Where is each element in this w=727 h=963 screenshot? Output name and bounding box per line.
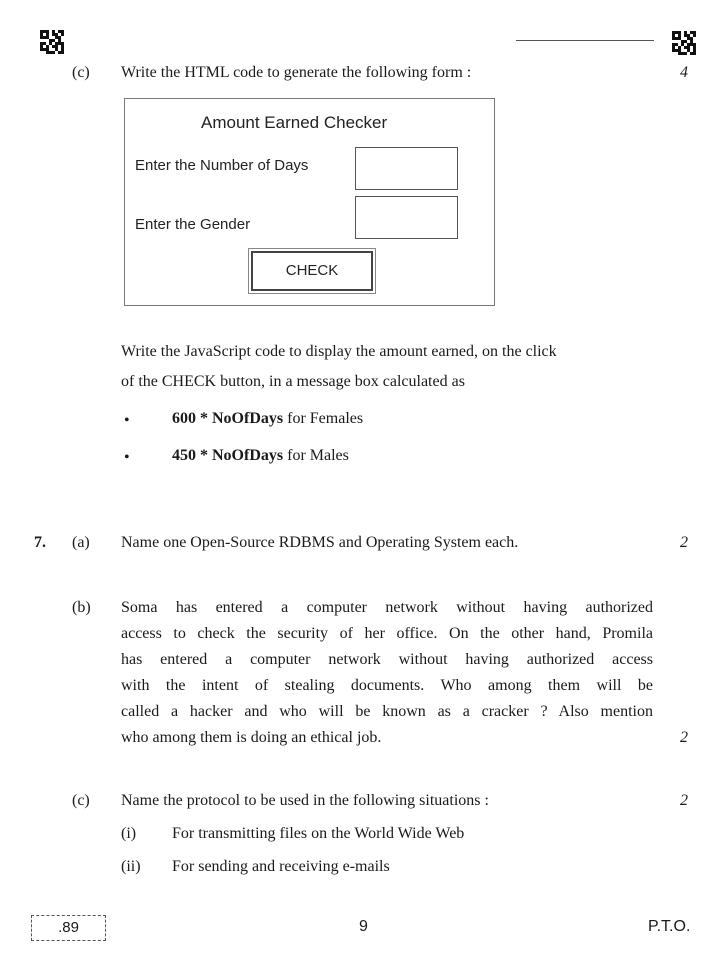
pto-label: P.T.O.	[648, 918, 691, 935]
q7c-item-text: For sending and receiving e-mails	[172, 858, 390, 875]
bullet-males	[172, 443, 349, 469]
q7c-text: Name the protocol to be used in the following situations :	[121, 792, 489, 809]
q7a-text: Name one Open-Source RDBMS and Operating System each.	[121, 534, 519, 551]
q7c-item-label: (i)	[121, 825, 137, 842]
q7b-line: Soma has entered a computer network without having authorized	[121, 599, 653, 616]
bullet-females	[172, 406, 363, 432]
qr-code-icon-right	[672, 31, 696, 55]
days-input[interactable]	[355, 147, 458, 190]
q6c-text: Write the HTML code to generate the following form :	[121, 64, 472, 81]
js-line-1: Write the JavaScript code to display the amount earned, on the click	[121, 343, 557, 360]
paper-code-box: .89	[31, 915, 106, 941]
bullet-males-rest: for Males	[283, 447, 349, 464]
q7a-marks: 2	[680, 534, 688, 551]
bullet-females-bold: 600 * NoOfDays	[172, 410, 284, 427]
q7-number: 7.	[34, 534, 46, 551]
q6c-marks: 4	[680, 64, 688, 81]
q7c-item-text: For transmitting files on the World Wide Web	[172, 825, 465, 842]
label-gender: Enter the Gender	[135, 216, 251, 233]
bullet-females-rest: for Females	[283, 410, 364, 427]
bullet-males-bold: 450 * NoOfDays	[172, 447, 284, 464]
q7b-paragraph	[121, 595, 653, 751]
q7b-line: has entered a computer network without having authorized access	[121, 651, 653, 668]
bullet-icon: •	[124, 449, 130, 466]
q7c-item-label: (ii)	[121, 858, 141, 875]
q7b-marks: 2	[680, 729, 688, 746]
check-button[interactable]: CHECK	[251, 251, 373, 291]
q7b-line: who among them is doing an ethical job.	[121, 729, 382, 746]
js-line-2: of the CHECK button, in a message box calculated as	[121, 373, 465, 390]
form-title: Amount Earned Checker	[201, 113, 388, 132]
bullet-icon: •	[124, 412, 130, 429]
label-days: Enter the Number of Days	[135, 157, 309, 174]
gender-input[interactable]	[355, 196, 458, 239]
q7c-label: (c)	[72, 792, 90, 809]
form-figure	[124, 98, 495, 306]
q7a-label: (a)	[72, 534, 90, 551]
qr-code-icon-left	[40, 30, 64, 54]
q7b-line: access to check the security of her office. On the other hand, Promila	[121, 625, 653, 642]
header-rule	[516, 40, 654, 41]
page-number: 9	[359, 918, 368, 935]
q6c-label: (c)	[72, 64, 90, 81]
q7b-line: with the intent of stealing documents. Who among them will be	[121, 677, 653, 694]
q7c-marks: 2	[680, 792, 688, 809]
q7b-label: (b)	[72, 599, 91, 616]
q7b-line: called a hacker and who will be known as a cracker ? Also mention	[121, 703, 653, 720]
